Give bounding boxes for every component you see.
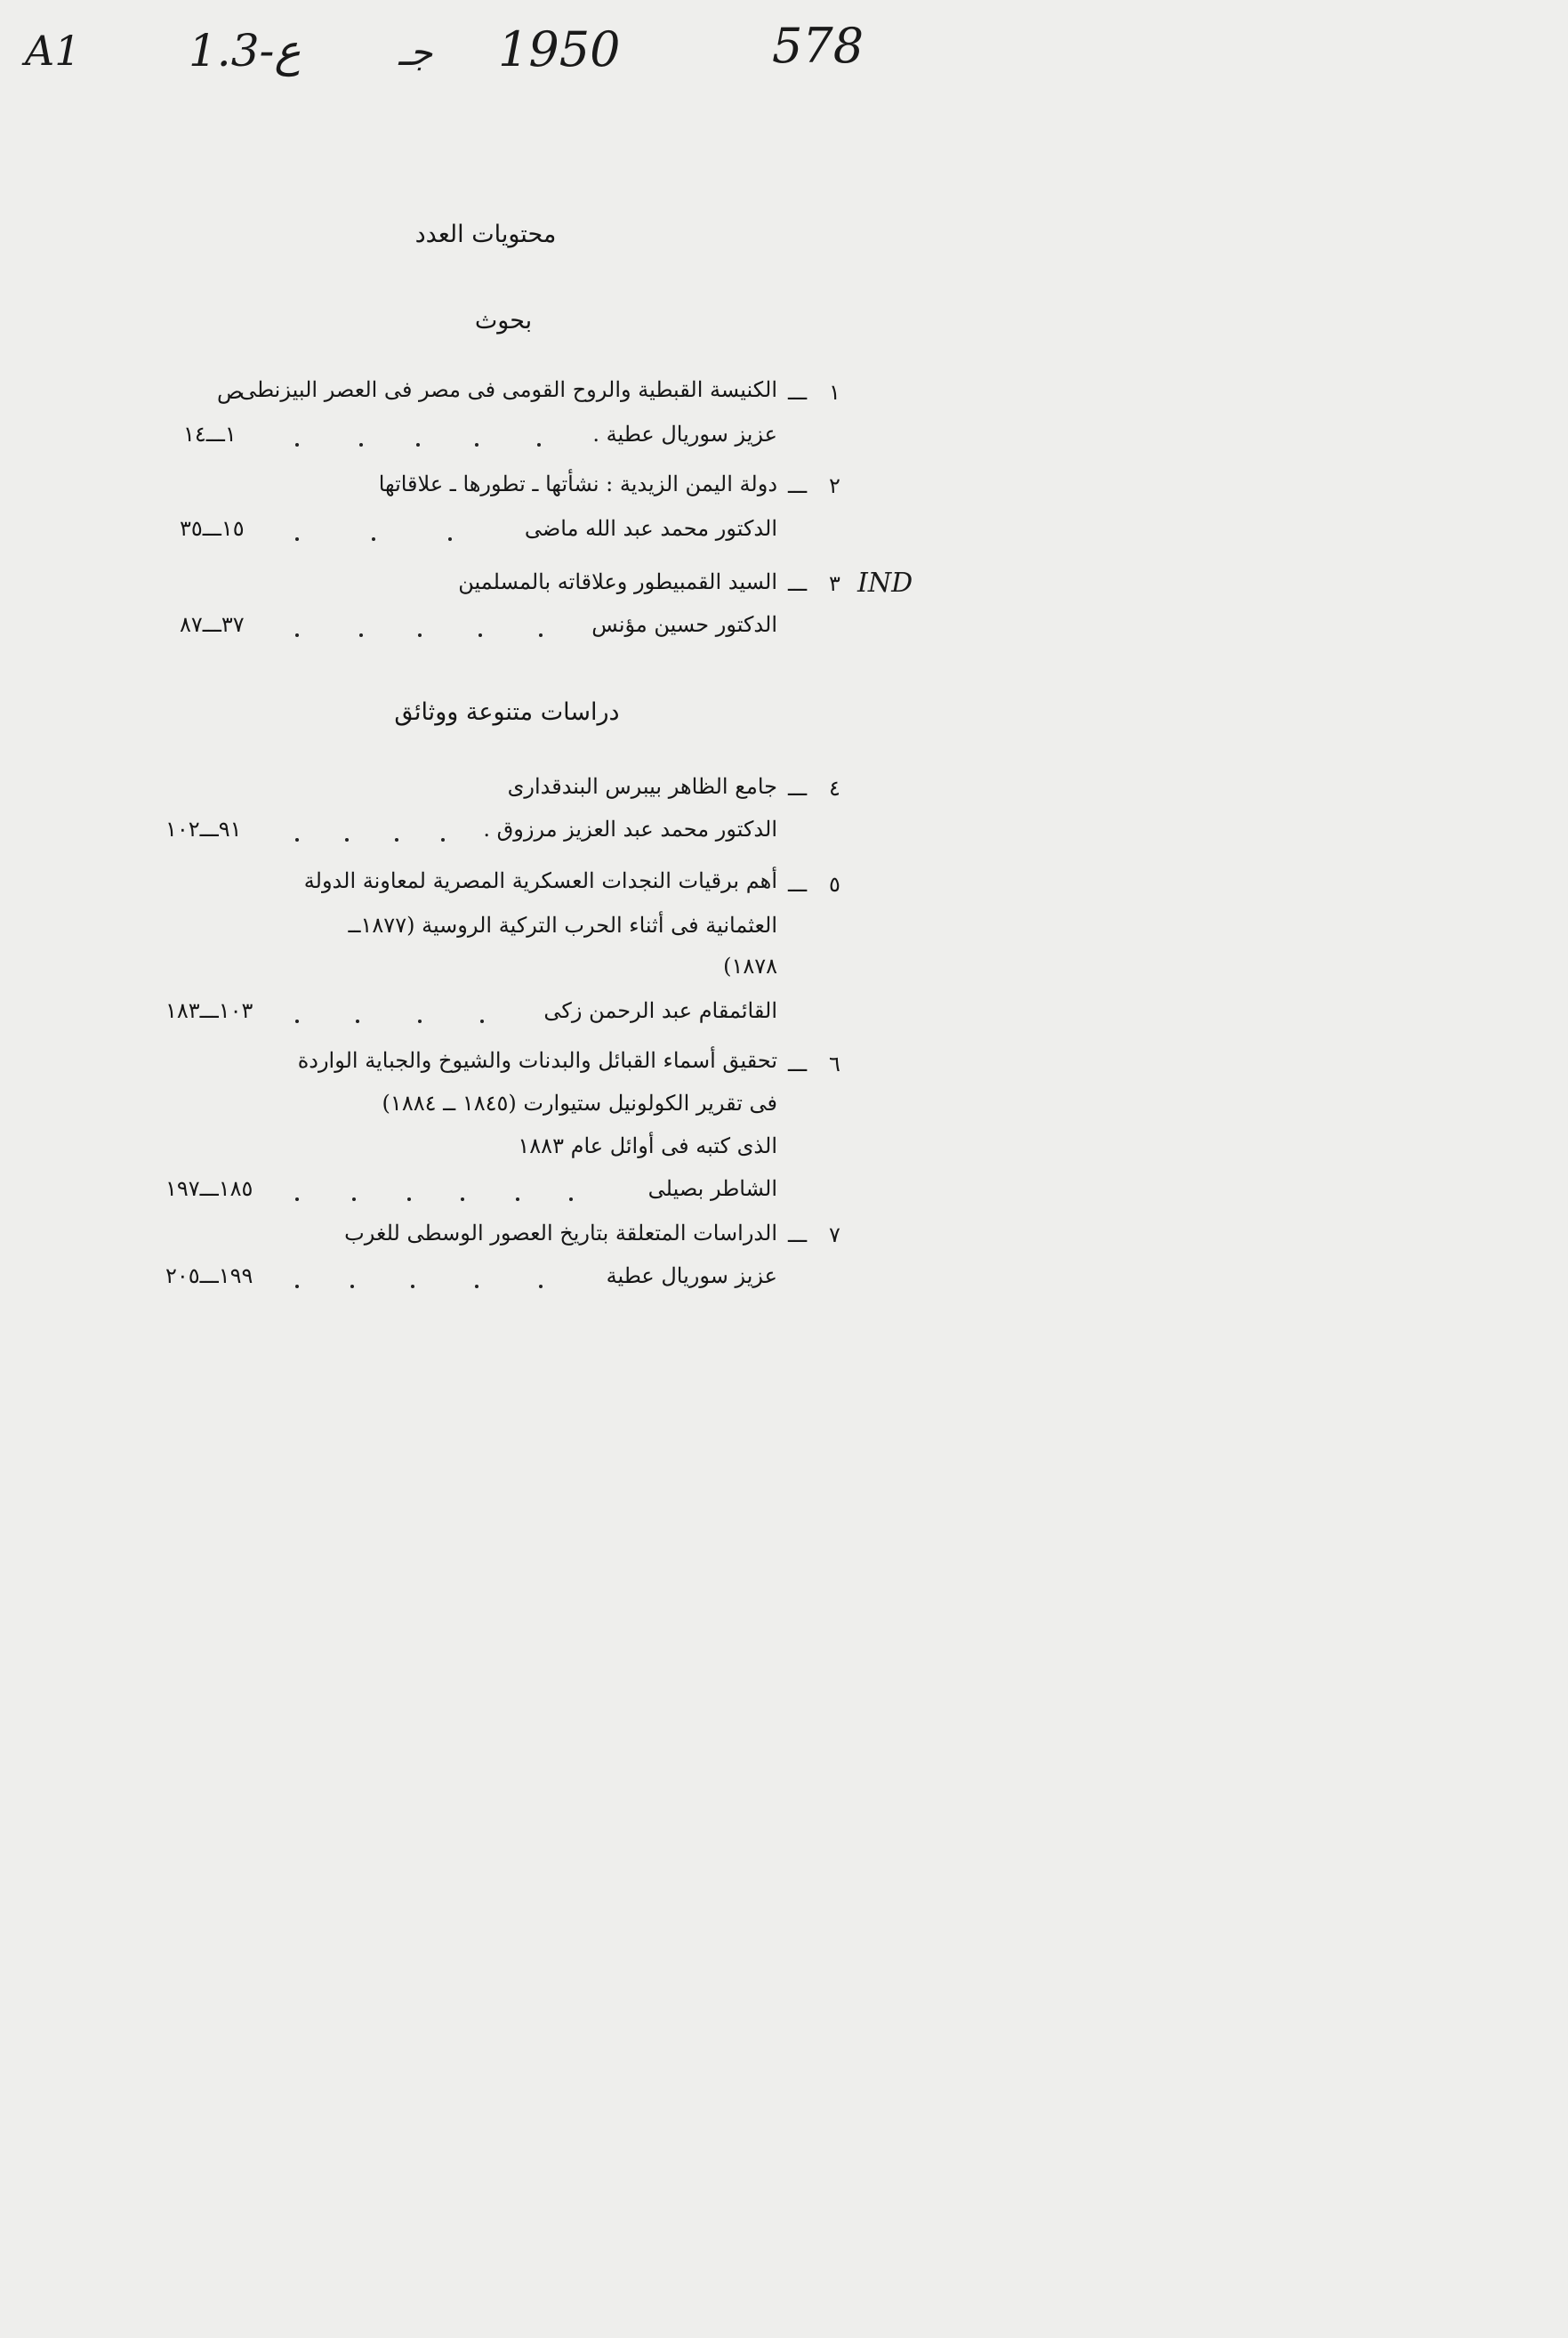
- item-pages-6: ١٨٥ـــ١٩٧: [165, 1176, 253, 1201]
- item-dash-6: ـــ: [788, 1052, 808, 1076]
- item-pages-2: ١٥ـــ٣٥: [180, 516, 245, 541]
- section-heading-studies: دراسات متنوعة ووثائق: [394, 698, 620, 726]
- item-number-2: ٢: [829, 473, 840, 498]
- item-dash-7: ـــ: [788, 1222, 808, 1247]
- item-dash-3: ـــ: [788, 571, 808, 596]
- page-title: محتويات العدد: [414, 221, 557, 248]
- item-dash-1: ـــ: [788, 380, 808, 405]
- item-title-6-line-1: تحقيق أسماء القبائل والبدنات والشيوخ والجباية الواردة: [297, 1048, 777, 1073]
- item-pages-4: ٩١ـــ١٠٢: [165, 817, 242, 842]
- item-author-5: القائمقام عبد الرحمن زكى: [543, 998, 777, 1023]
- item-author-4: الدكتور محمد عبد العزيز مرزوق .: [483, 817, 777, 842]
- handwritten-year: 1950: [498, 21, 621, 77]
- item-number-1: ١: [829, 380, 840, 405]
- handwritten-code-left: A1: [25, 27, 81, 75]
- item-dash-5: ـــ: [788, 872, 808, 897]
- item-dash-2: ـــ: [788, 473, 808, 498]
- item-title-2: دولة اليمن الزيدية : نشأتها ـ تطورها ـ علاقاتها: [378, 472, 777, 496]
- item-title-1: الكنيسة القبطية والروح القومى فى مصر فى العصر البيزنطى: [238, 377, 777, 402]
- item-pages-5: ١٠٣ـــ١٨٣: [165, 998, 253, 1023]
- handwritten-code-arabic: جـ: [398, 30, 433, 74]
- item-title-5-line-1: أهم برقيات النجدات العسكرية المصرية لمعاونة الدولة: [303, 868, 777, 893]
- item-number-4: ٤: [829, 776, 840, 801]
- item-author-6: الشاطر بصيلى: [647, 1176, 777, 1201]
- item-author-2: الدكتور محمد عبد الله ماضى: [524, 516, 777, 541]
- item-number-7: ٧: [829, 1222, 840, 1247]
- item-title-3: السيد القمبيطور وعلاقاته بالمسلمين: [458, 569, 777, 594]
- item-title-4: جامع الظاهر بيبرس البندقدارى: [507, 774, 777, 799]
- item-pages-1: ١ـــ١٤: [183, 422, 237, 447]
- item-author-3: الدكتور حسين مؤنس: [591, 612, 777, 637]
- item-pages-3: ٣٧ـــ٨٧: [180, 612, 245, 637]
- item-number-6: ٦: [829, 1052, 840, 1076]
- item-dash-4: ـــ: [788, 776, 808, 801]
- item-pages-7: ١٩٩ـــ٢٠٥: [165, 1263, 253, 1288]
- item-number-3: ٣: [829, 571, 840, 596]
- item-title-5-line-2: العثمانية فى أثناء الحرب التركية الروسية (١٨٧٧ــ: [348, 913, 777, 938]
- item-title-6-line-3: الذى كتبه فى أوائل عام ١٨٨٣: [518, 1133, 777, 1158]
- item-author-7: عزيز سوريال عطية: [606, 1263, 777, 1288]
- handwritten-number: 578: [772, 18, 864, 74]
- page-column-label: ص: [217, 379, 244, 404]
- handwritten-ind-mark: IND: [857, 568, 913, 599]
- handwritten-code-mid: 1.ع-3: [189, 25, 302, 77]
- item-title-7: الدراسات المتعلقة بتاريخ العصور الوسطى للغرب: [344, 1221, 777, 1246]
- item-title-6-line-2: فى تقرير الكولونيل ستيوارت (١٨٤٥ ــ ١٨٨٤): [382, 1091, 777, 1116]
- item-author-1: عزيز سوريال عطية .: [592, 422, 777, 447]
- item-number-5: ٥: [829, 872, 840, 897]
- item-title-5-line-3: ١٨٧٨): [723, 954, 777, 979]
- section-heading-research: بحوث: [474, 307, 533, 335]
- document-page: [0, 0, 936, 1395]
